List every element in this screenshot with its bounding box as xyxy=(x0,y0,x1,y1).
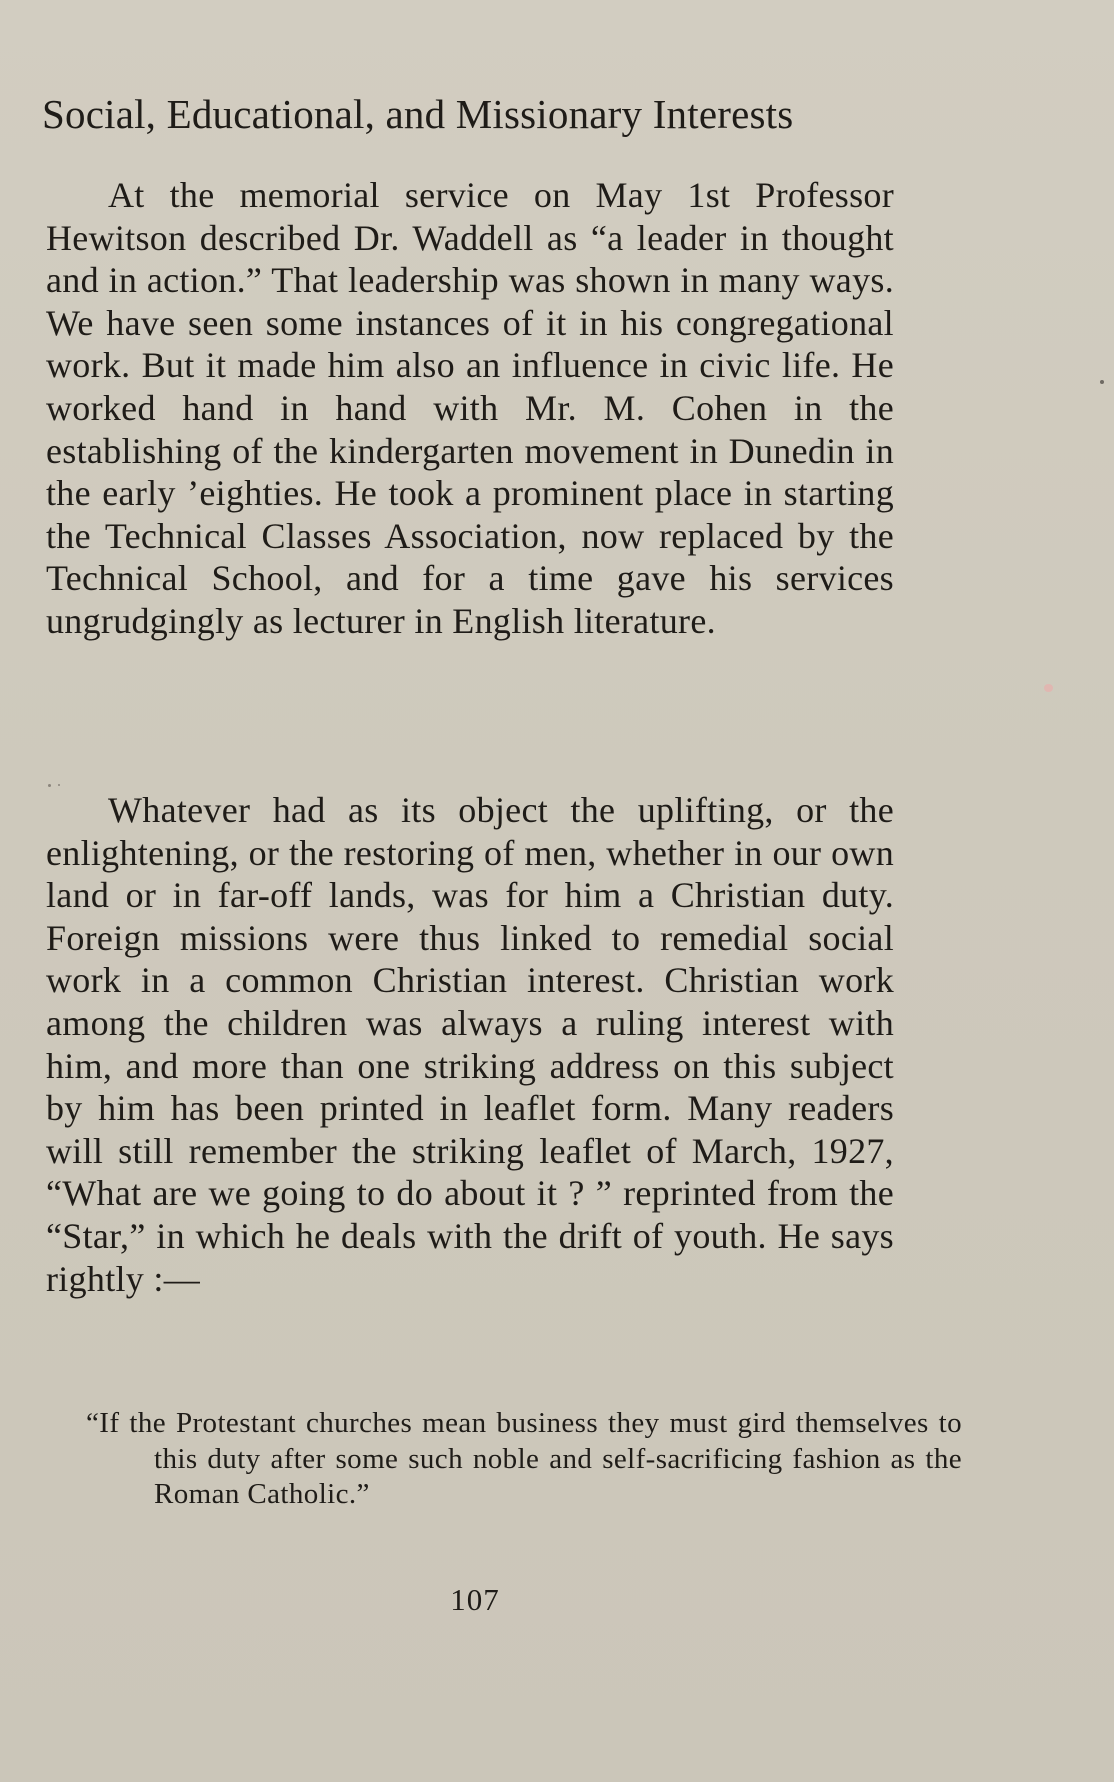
paper-stain xyxy=(1044,684,1053,692)
paragraph-memorial-service: At the memorial service on May 1st Professor Hewitson described Dr. Waddell as “a leader in thought and in action.” That leadership was shown in many ways. We have seen some instances of it in his congregational work. But it made him also an influence in civic life. He worked hand in hand with Mr. M. Cohen in the establishing of the kindergarten movement in Dunedin in the early ’eighties. He took a prominent place in starting the Technical Classes Association, now replaced by the Technical School, and for a time gave his services ungrudgingly as lecturer in English literature. xyxy=(46,175,894,641)
paper-speck xyxy=(1100,380,1104,384)
paper-speck xyxy=(58,784,60,786)
block-quotation: “If the Protestant churches mean business they must gird themselves to this duty after some such noble and self-sacrificing fashion as the Roman Catholic.” xyxy=(86,1407,962,1510)
running-head: Social, Educational, and Missionary Interests xyxy=(42,91,794,137)
paragraph-christian-duty: Whatever had as its object the uplifting, or the enlightening, or the restoring of men, whether in our own land or in far-off lands, was for him a Christian duty. Foreign missions were thus linked to remedial social work in a common Christian interest. Christian work among the children was always a ruling interest with him, and more than one striking address on this subject by him has been printed in leaflet form. Many readers will still remember the striking leaflet of March, 1927, “What are we going to do about it ? ” reprinted from the “Star,” in which he deals with the drift of youth. He says rightly :— xyxy=(46,790,894,1299)
paper-speck xyxy=(48,784,51,787)
page-number: 107 xyxy=(450,1582,500,1617)
